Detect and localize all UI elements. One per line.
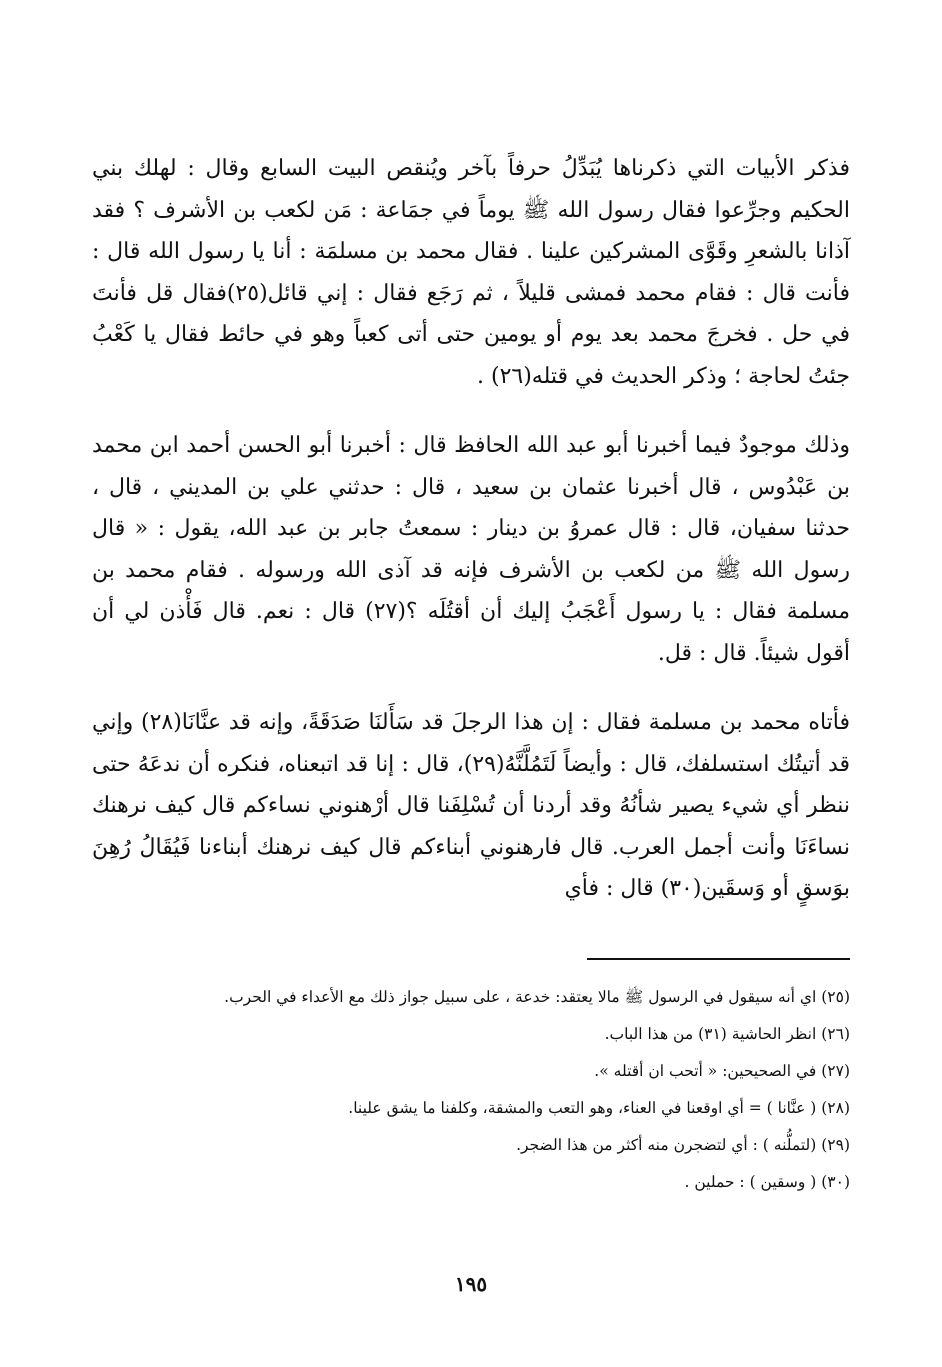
- paragraph-1: فذكر الأبيات التي ذكرناها يُبَدِّلُ حرفاً بآخر ويُنقص البيت السابع وقال : لهلك بني الحكيم وجرِّعوا فقال رسول الله ﷺ يوماً في جمَاعة : مَن لكعب بن الأشرف ؟ فقد آذانا بالشعرِ وقَوَّى المشركين علينا . فقال محمد بن مسلمَة : أنا يا رسول الله قال : فأنت قال : فقام محمد فمشى قليلاً ، ثم رَجَع فقال : إني قائل(٢٥)فقال قل فأنتَ في حل . فخرجَ محمد بعد يوم أو يومين حتى أتى كعباً وهو في حائط فقال يا كَعْبُ جئتُ لحاجة ؛ وذكر الحديث في قتله(٢٦) .: [92, 156, 850, 389]
- main-text-body: [92, 148, 850, 910]
- footnote-25: (٢٥) اي أنه سيقول في الرسول ﷺ مالا يعتقد: خدعة ، على سبيل جواز ذلك مع الأعداء في الحرب.: [224, 988, 850, 1006]
- footnotes-section: [92, 986, 850, 1208]
- footnote-26: (٢٦) انظر الحاشية (٣١) من هذا الباب.: [604, 1025, 850, 1043]
- footnote-30: (٣٠) ( وسقين ) : حملين .: [684, 1173, 850, 1191]
- footnote-separator: [587, 958, 850, 960]
- paragraph-3: فأتاه محمد بن مسلمة فقال : إن هذا الرجلَ قد سَأَلنَا صَدَقَةً، وإنه قد عنَّانَا(٢٨) وإني قد أتيتُك استسلفك، قال : وأيضاً لَتَمُلَّنَّهُ(٢٩)، قال : إنا قد اتبعناه، فنكره أن ندعَهُ حتى ننظر أي شيء يصير شأنُهُ وقد أردنا أن تُسْلِفَنا قال أرْهنوني نساءكم قال كيف نرهنك نساءَنَا وأنت أجمل العرب. قال فارهنوني أبناءكم قال كيف نرهنك أبناءنا فَيُقَالُ رُهِنَ بوَسقٍ أو وَسقَين(٣٠) قال : فأي: [92, 710, 851, 901]
- paragraph-2: وذلك موجودٌ فيما أخبرنا أبو عبد الله الحافظ قال : أخبرنا أبو الحسن أحمد ابن محمد بن عَبْدُوس ، قال أخبرنا عثمان بن سعيد ، قال : حدثني علي بن المديني ، قال ، حدثنا سفيان، قال : قال عمروُ بن دينار : سمعتُ جابر بن عبد الله، يقول : « قال رسول الله ﷺ من لكعب بن الأشرف فإنه قد آذى الله ورسوله . فقام محمد بن مسلمة فقال : يا رسول أَعْجَبُ إليك أن أقتُلَه ؟(٢٧) قال : نعم. قال فَأْذن لي أن أقول شيئاً. قال : قل.: [92, 433, 850, 666]
- page-number: ١٩٥: [454, 1272, 488, 1296]
- footnote-28: (٢٨) ( عنَّانا ) = أي اوقعنا في العناء، وهو التعب والمشقة، وكلفنا ما يشق علينا.: [348, 1099, 850, 1117]
- footnote-29: (٢٩) (لتملُّنه ) : أي لتضجرن منه أكثر من هذا الضجر.: [516, 1136, 850, 1154]
- footnote-27: (٢٧) في الصحيحين: « أتحب ان أقتله ».: [594, 1062, 850, 1080]
